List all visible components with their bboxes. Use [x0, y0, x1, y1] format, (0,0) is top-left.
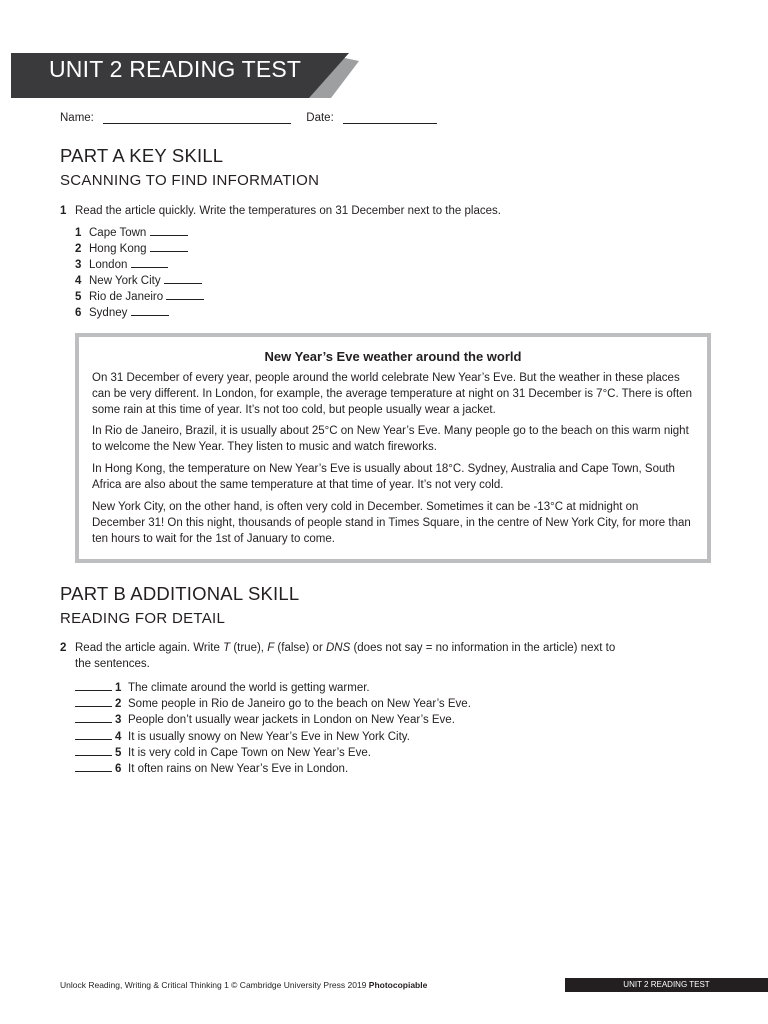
- part-a-subheading: SCANNING TO FIND INFORMATION: [60, 172, 320, 189]
- answer-blank[interactable]: [164, 272, 202, 284]
- false-code: F: [267, 642, 275, 654]
- list-item: [75, 760, 471, 776]
- question-1: [60, 203, 660, 219]
- answer-blank[interactable]: [75, 695, 112, 707]
- item-text: Hong Kong: [89, 243, 147, 255]
- item-text: People don’t usually wear jackets in London on New Year’s Eve.: [128, 714, 455, 727]
- item-text: It often rains on New Year’s Eve in London.: [128, 762, 349, 775]
- article-paragraph: On 31 December of every year, people around the world celebrate New Year’s Eve. But the weather in these places can be very different. In London, for example, the average temperature at night on 31 December is 7°C. There is often some rain at this time of year. It’s not too cold, but people usually wear a jacket.: [92, 372, 692, 416]
- part-b-heading: PART B ADDITIONAL SKILL: [60, 583, 300, 604]
- item-number: 3: [115, 714, 122, 727]
- question-text-part: (does not say = no information in the article) next to: [350, 642, 616, 654]
- answer-blank[interactable]: [131, 256, 168, 268]
- item-number: 2: [75, 243, 82, 255]
- name-blank[interactable]: [103, 111, 291, 124]
- dns-code: DNS: [325, 642, 351, 654]
- list-item: [75, 679, 471, 695]
- question-number: 2: [60, 642, 67, 654]
- article-title: New Year’s Eve weather around the world: [264, 349, 522, 364]
- item-number: 5: [115, 746, 122, 759]
- answer-blank[interactable]: [150, 224, 188, 236]
- item-text: Cape Town: [89, 227, 147, 239]
- list-item: [75, 256, 204, 272]
- name-label: Name:: [60, 112, 94, 124]
- item-number: 3: [75, 259, 82, 271]
- date-blank[interactable]: [343, 111, 437, 124]
- part-b-subheading: READING FOR DETAIL: [60, 610, 226, 627]
- question-text-part: Read the article again. Write: [75, 642, 224, 654]
- part-a-heading: PART A KEY SKILL: [60, 145, 224, 166]
- item-number: 1: [115, 682, 122, 694]
- item-text: Sydney: [89, 307, 128, 319]
- list-item: [75, 744, 471, 760]
- answer-blank[interactable]: [150, 240, 188, 252]
- item-text: Rio de Janeiro: [89, 291, 164, 303]
- question-text-line2: the sentences.: [75, 658, 150, 670]
- item-text: New York City: [89, 275, 161, 287]
- footer-photocopiable: Photocopiable: [368, 980, 428, 990]
- item-text: It is usually snowy on New Year’s Eve in New York City.: [128, 730, 410, 743]
- answer-blank[interactable]: [166, 288, 204, 300]
- item-number: 6: [115, 762, 122, 775]
- item-number: 4: [115, 730, 122, 743]
- list-item: [75, 711, 471, 727]
- question-text: [75, 640, 615, 656]
- name-date-row: [60, 111, 437, 124]
- list-item: [75, 240, 204, 256]
- question-text-part: (true),: [230, 642, 268, 654]
- answer-blank[interactable]: [75, 760, 112, 772]
- item-text: London: [89, 259, 128, 271]
- list-item: [75, 288, 204, 304]
- question-number: 1: [60, 205, 67, 217]
- answer-blank[interactable]: [75, 711, 112, 723]
- item-text: The climate around the world is getting warmer.: [128, 682, 370, 694]
- question-text-part: (false) or: [274, 642, 326, 654]
- question-text: Read the article quickly. Write the temperatures on 31 December next to the places.: [75, 205, 501, 217]
- list-item: [75, 695, 471, 711]
- list-item: [75, 272, 204, 288]
- answer-blank[interactable]: [75, 679, 112, 691]
- answer-blank[interactable]: [75, 728, 112, 740]
- date-label: Date:: [306, 112, 334, 124]
- article-box: [75, 333, 711, 563]
- footer-tab: UNIT 2 READING TEST: [565, 978, 768, 992]
- item-number: 6: [75, 307, 82, 319]
- true-false-list: [75, 679, 471, 776]
- answer-blank[interactable]: [75, 744, 112, 756]
- item-number: 4: [75, 275, 82, 287]
- list-item: [75, 304, 204, 320]
- article-paragraph: In Rio de Janeiro, Brazil, it is usually about 25°C on New Year’s Eve. Many people go to the beach on this warm night to welcome the New Year. They listen to music and watch fireworks.: [92, 425, 689, 453]
- article-paragraph: New York City, on the other hand, is often very cold in December. Sometimes it can be -13°C at midnight on December 31! On this night, thousands of people stand in Times Square, in the centre of New York City, for more than ten hours to wait for the 1st of January to come.: [92, 501, 691, 545]
- footer-text: Unlock Reading, Writing & Critical Thinking 1 © Cambridge University Press 2019: [60, 980, 369, 990]
- item-number: 2: [115, 698, 122, 711]
- list-item: [75, 728, 471, 744]
- page-title: UNIT 2 READING TEST: [49, 56, 302, 82]
- article-paragraph: In Hong Kong, the temperature on New Year’s Eve is usually about 18°C. Sydney, Australia and Cape Town, South Africa are also about the same temperature at that time of year. It’s not very cold.: [92, 463, 675, 491]
- footer-credit: [60, 980, 427, 990]
- list-item: [75, 224, 204, 240]
- item-text: It is very cold in Cape Town on New Year’s Eve.: [128, 746, 371, 759]
- item-number: 5: [75, 291, 82, 303]
- temperature-list: [75, 224, 204, 320]
- item-number: 1: [75, 227, 82, 239]
- true-code: T: [223, 642, 231, 654]
- question-2: [60, 640, 680, 672]
- item-text: Some people in Rio de Janeiro go to the beach on New Year’s Eve.: [128, 698, 471, 711]
- answer-blank[interactable]: [131, 304, 169, 316]
